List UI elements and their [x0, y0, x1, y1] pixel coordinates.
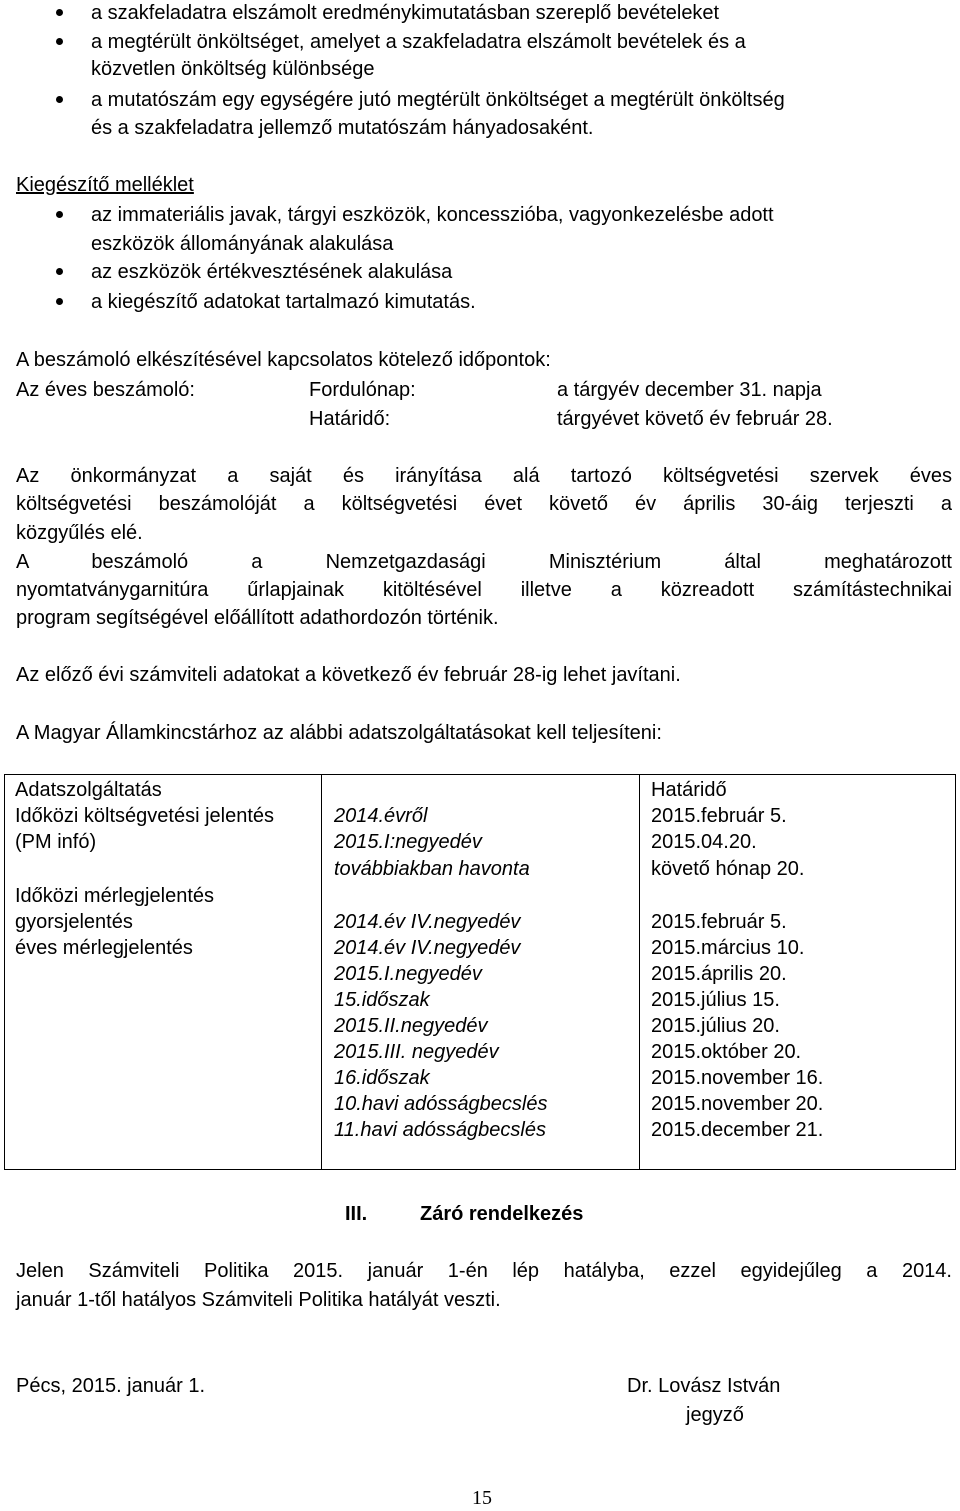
paragraph-line: A beszámoló a Nemzetgazdasági Minisztérium által meghatározott	[16, 551, 952, 573]
table-cell: 15.időszak	[334, 989, 430, 1011]
table-cell: 2015.04.20.	[651, 831, 757, 853]
table-cell: 2014.évről	[334, 805, 428, 827]
bullet-text: a kiegészítő adatokat tartalmazó kimutatás.	[91, 291, 476, 313]
table-cell: 2015.I:negyedév	[334, 831, 482, 853]
table-cell: 2015.július 15.	[651, 989, 780, 1011]
table-cell: 2015.december 21.	[651, 1119, 824, 1141]
table-cell: továbbiakban havonta	[334, 858, 530, 880]
table-cell: Időközi mérlegjelentés	[15, 885, 214, 907]
paragraph-line: Az önkormányzat a saját és irányítása alá tartozó költségvetési szervek éves	[16, 465, 952, 487]
paragraph-line: nyomtatványgarnitúra űrlapjainak kitöltésével illetve a közreadott számítástechnikai	[16, 579, 952, 601]
table-divider	[639, 775, 640, 1169]
table-cell: 2015.I.negyedév	[334, 963, 482, 985]
deadline-value: tárgyévet követő év február 28.	[557, 408, 833, 430]
table-cell: 2015.november 20.	[651, 1093, 824, 1115]
bullet-text: a szakfeladatra elszámolt eredménykimutatásban szereplő bevételeket	[91, 2, 720, 24]
bullet-icon	[56, 268, 63, 275]
deadlines-label: Az éves beszámoló:	[16, 379, 195, 401]
table-cell: (PM infó)	[15, 831, 97, 853]
table-cell: 2015.február 5.	[651, 911, 787, 933]
section-heading: Kiegészítő melléklet	[16, 174, 194, 196]
table-cell: 2015.július 20.	[651, 1015, 780, 1037]
deadlines-heading: A beszámoló elkészítésével kapcsolatos kötelező időpontok:	[16, 349, 551, 371]
bullet-icon	[56, 96, 63, 103]
deadline-key: Határidő:	[309, 408, 391, 430]
bullet-text: és a szakfeladatra jellemző mutatószám hányadosaként.	[91, 117, 594, 139]
bullet-icon	[56, 9, 63, 16]
signatory-name: Dr. Lovász István	[627, 1375, 781, 1397]
bullet-text: az eszközök értékvesztésének alakulása	[91, 261, 453, 283]
table-cell: Időközi költségvetési jelentés	[15, 805, 275, 827]
section-title: Záró rendelkezés	[420, 1203, 584, 1225]
deadline-key: Fordulónap:	[309, 379, 416, 401]
table-header: Adatszolgáltatás	[15, 779, 162, 801]
table-header: Határidő	[651, 779, 727, 801]
bullet-text: a mutatószám egy egységére jutó megtérült önköltséget a megtérült önköltség	[91, 89, 785, 111]
table-cell: 2015.március 10.	[651, 937, 805, 959]
section-number: III.	[345, 1203, 368, 1225]
table-cell: 2014.év IV.negyedév	[334, 911, 521, 933]
page-number: 15	[472, 1487, 492, 1509]
paragraph-line: Az előző évi számviteli adatokat a következő év február 28-ig lehet javítani.	[16, 664, 681, 686]
table-cell: éves mérlegjelentés	[15, 937, 193, 959]
bullet-text: az immateriális javak, tárgyi eszközök, koncesszióba, vagyonkezelésbe adott	[91, 204, 774, 226]
table-cell: 2015.február 5.	[651, 805, 787, 827]
table-cell: 2014.év IV.negyedév	[334, 937, 521, 959]
bullet-icon	[56, 298, 63, 305]
deadline-value: a tárgyév december 31. napja	[557, 379, 822, 401]
table-cell: 16.időszak	[334, 1067, 430, 1089]
table-cell: 11.havi adósságbecslés	[334, 1119, 546, 1141]
paragraph-line: program segítségével előállított adathordozón történik.	[16, 607, 499, 629]
table-divider	[321, 775, 322, 1169]
table-cell: 2015.október 20.	[651, 1041, 802, 1063]
table-cell: 2015.november 16.	[651, 1067, 824, 1089]
table-cell: 10.havi adósságbecslés	[334, 1093, 548, 1115]
table-cell: követő hónap 20.	[651, 858, 805, 880]
table-cell: 2015.III. negyedév	[334, 1041, 499, 1063]
bullet-icon	[56, 38, 63, 45]
signatory-title: jegyző	[686, 1404, 744, 1426]
bullet-text: a megtérült önköltséget, amelyet a szakfeladatra elszámolt bevételek és a	[91, 31, 746, 53]
table-cell: 2015.II.negyedév	[334, 1015, 488, 1037]
bullet-text: eszközök állományának alakulása	[91, 233, 394, 255]
paragraph-line: január 1-től hatályos Számviteli Politika hatályát veszti.	[16, 1289, 501, 1311]
paragraph-line: Jelen Számviteli Politika 2015. január 1-én lép hatályba, ezzel egyidejűleg a 2014.	[16, 1260, 952, 1282]
bullet-icon	[56, 211, 63, 218]
paragraph-line: A Magyar Államkincstárhoz az alábbi adatszolgáltatásokat kell teljesíteni:	[16, 722, 662, 744]
data-table	[4, 774, 956, 1170]
paragraph-line: költségvetési beszámolóját a költségvetési évet követő év április 30-áig terjeszti a	[16, 493, 952, 515]
place-date: Pécs, 2015. január 1.	[16, 1375, 206, 1397]
table-cell: 2015.április 20.	[651, 963, 787, 985]
paragraph-line: közgyűlés elé.	[16, 522, 143, 544]
table-cell: gyorsjelentés	[15, 911, 133, 933]
bullet-text: közvetlen önköltség különbsége	[91, 58, 375, 80]
